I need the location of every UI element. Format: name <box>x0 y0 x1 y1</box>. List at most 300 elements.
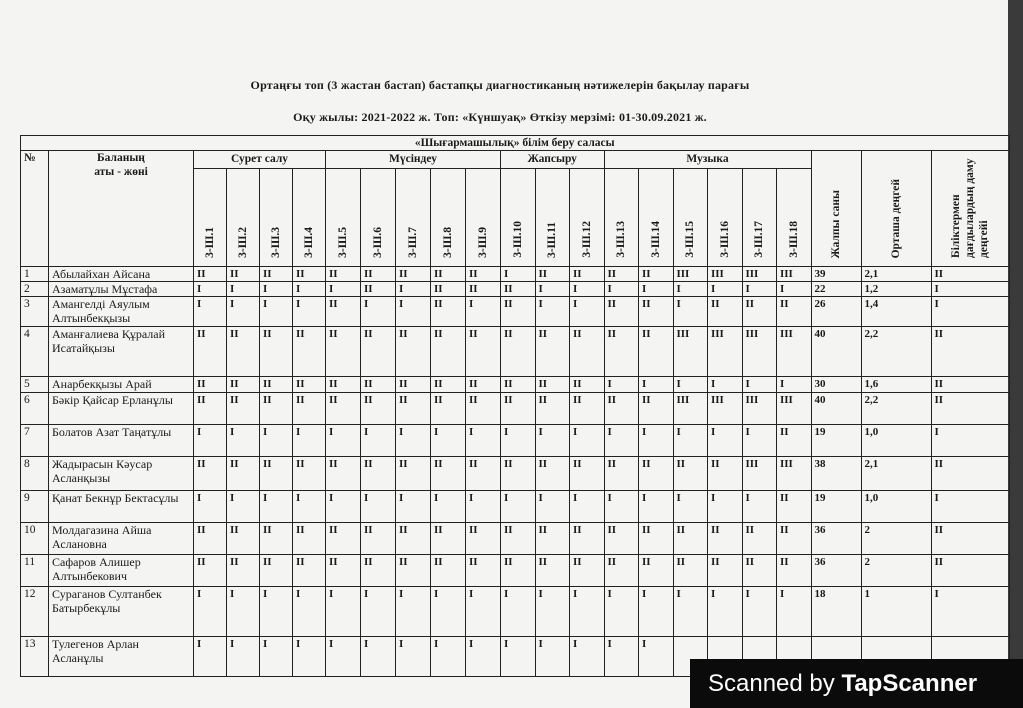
score-cell: I <box>639 587 674 637</box>
score-cell: II <box>361 555 396 587</box>
table-row <box>21 282 1010 297</box>
score-cell: II <box>293 267 326 282</box>
score-cell: II <box>396 267 431 282</box>
indicator-header <box>293 168 326 267</box>
score-cell: II <box>227 327 260 377</box>
score-cell: I <box>639 425 674 457</box>
indicator-header <box>396 168 431 267</box>
table-row <box>21 377 1010 393</box>
score-cell: I <box>708 425 743 457</box>
score-cell: I <box>396 637 431 677</box>
table-row <box>21 425 1010 457</box>
score-cell: II <box>570 377 605 393</box>
score-cell: II <box>293 457 326 491</box>
score-cell: II <box>260 523 293 555</box>
score-cell: II <box>326 327 361 377</box>
score-cell: I <box>293 425 326 457</box>
level-cell: I <box>931 491 1009 523</box>
row-number: 13 <box>21 637 49 677</box>
score-cell: II <box>326 393 361 425</box>
score-cell: II <box>708 523 743 555</box>
row-number: 1 <box>21 267 49 282</box>
group-header: Сурет салу <box>194 151 326 169</box>
row-number: 5 <box>21 377 49 393</box>
score-cell: I <box>604 637 639 677</box>
average-cell: 1,2 <box>861 282 931 297</box>
indicator-code: 3-Ш.6 <box>372 227 384 258</box>
indicator-code: 3-Ш.2 <box>237 227 249 258</box>
score-cell: I <box>708 587 743 637</box>
score-cell: II <box>293 523 326 555</box>
score-cell: II <box>260 267 293 282</box>
indicator-code: 3-Ш.14 <box>649 221 662 258</box>
child-name: Анарбекқызы Арай <box>49 377 194 393</box>
score-cell: III <box>708 393 743 425</box>
score-cell: II <box>639 393 674 425</box>
score-cell: I <box>604 491 639 523</box>
score-cell: III <box>777 457 812 491</box>
score-cell: I <box>227 637 260 677</box>
score-cell: II <box>361 327 396 377</box>
score-cell: II <box>194 523 227 555</box>
indicator-code: 3-Ш.16 <box>718 221 731 258</box>
indicator-code: 3-Ш.9 <box>477 227 489 258</box>
score-cell: I <box>570 282 605 297</box>
score-cell: I <box>227 491 260 523</box>
score-cell: I <box>194 297 227 327</box>
score-cell: I <box>361 297 396 327</box>
score-cell: I <box>777 282 812 297</box>
score-cell: I <box>570 587 605 637</box>
score-cell: II <box>501 393 536 425</box>
score-cell: III <box>708 327 743 377</box>
indicator-code: 3-Ш.18 <box>787 221 800 258</box>
score-cell: I <box>639 637 674 677</box>
score-cell: I <box>673 587 708 637</box>
score-cell: I <box>570 491 605 523</box>
child-name: Аманғалиева Құралай Исатайқызы <box>49 327 194 377</box>
score-cell: II <box>431 393 466 425</box>
indicator-header <box>227 168 260 267</box>
indicator-code: 3-Ш.17 <box>753 221 766 258</box>
watermark-prefix: Scanned by <box>708 670 842 697</box>
child-name: Азаматұлы Мұстафа <box>49 282 194 297</box>
score-cell: I <box>466 425 501 457</box>
table-row <box>21 327 1010 377</box>
score-cell: II <box>501 377 536 393</box>
indicator-header <box>777 168 812 267</box>
score-cell: I <box>673 425 708 457</box>
score-cell: II <box>396 523 431 555</box>
score-cell: II <box>535 267 570 282</box>
indicator-code: 3-Ш.10 <box>511 221 524 258</box>
score-cell: II <box>604 327 639 377</box>
score-cell: II <box>673 555 708 587</box>
results-table <box>20 135 1010 677</box>
score-cell: II <box>535 457 570 491</box>
score-cell: I <box>708 282 743 297</box>
score-cell: I <box>639 491 674 523</box>
child-name: Абылайхан Айсана <box>49 267 194 282</box>
indicator-header <box>604 168 639 267</box>
score-cell: I <box>431 587 466 637</box>
score-cell: II <box>639 267 674 282</box>
score-cell: I <box>194 491 227 523</box>
score-cell: I <box>742 282 777 297</box>
score-cell: I <box>535 637 570 677</box>
child-name: Сураганов Султанбек Батырбекұлы <box>49 587 194 637</box>
score-cell: I <box>326 425 361 457</box>
score-cell: II <box>639 457 674 491</box>
score-cell: II <box>535 327 570 377</box>
score-cell: II <box>466 282 501 297</box>
score-cell: II <box>227 393 260 425</box>
score-cell: I <box>260 297 293 327</box>
score-cell: I <box>777 587 812 637</box>
score-cell: I <box>535 282 570 297</box>
score-cell: II <box>708 297 743 327</box>
score-cell: I <box>293 491 326 523</box>
area-title: «Шығармашылық» білім беру саласы <box>21 136 1010 151</box>
row-number: 2 <box>21 282 49 297</box>
score-cell: II <box>604 267 639 282</box>
level-cell: I <box>931 425 1009 457</box>
level-cell: II <box>931 393 1009 425</box>
score-cell: II <box>501 555 536 587</box>
table-row <box>21 297 1010 327</box>
child-name: Тулегенов Арлан Асланұлы <box>49 637 194 677</box>
row-number: 7 <box>21 425 49 457</box>
score-cell: II <box>260 393 293 425</box>
level-cell: II <box>931 377 1009 393</box>
score-cell: II <box>260 327 293 377</box>
score-cell: II <box>293 393 326 425</box>
score-cell: II <box>227 523 260 555</box>
score-cell: II <box>396 327 431 377</box>
total-cell: 22 <box>811 282 861 297</box>
level-cell: II <box>931 327 1009 377</box>
average-cell: 2,1 <box>861 267 931 282</box>
score-cell: I <box>777 377 812 393</box>
score-cell: I <box>396 587 431 637</box>
total-cell: 19 <box>811 425 861 457</box>
average-cell: 2,2 <box>861 327 931 377</box>
score-cell: II <box>639 523 674 555</box>
score-cell: II <box>361 267 396 282</box>
indicator-header <box>466 168 501 267</box>
indicator-header <box>535 168 570 267</box>
score-cell: II <box>431 282 466 297</box>
score-cell: II <box>535 377 570 393</box>
col-header-number: № <box>21 151 49 267</box>
indicator-header <box>673 168 708 267</box>
group-header: Мүсіндеу <box>326 151 501 169</box>
score-cell: I <box>227 587 260 637</box>
score-cell: II <box>260 555 293 587</box>
score-cell: II <box>742 555 777 587</box>
indicator-code: 3-Ш.11 <box>546 222 559 258</box>
score-cell: II <box>194 327 227 377</box>
row-number: 10 <box>21 523 49 555</box>
indicator-header <box>708 168 743 267</box>
col-header-total <box>811 151 861 267</box>
score-cell: I <box>396 425 431 457</box>
indicator-code: 3-Ш.15 <box>684 221 697 258</box>
table-row <box>21 587 1010 637</box>
score-cell: II <box>326 267 361 282</box>
score-cell: II <box>501 523 536 555</box>
score-cell: I <box>673 282 708 297</box>
score-cell: III <box>742 267 777 282</box>
score-cell: I <box>194 587 227 637</box>
score-cell: III <box>742 327 777 377</box>
score-cell: I <box>431 637 466 677</box>
score-cell: I <box>673 491 708 523</box>
score-cell: II <box>361 393 396 425</box>
score-cell: II <box>570 555 605 587</box>
total-cell: 30 <box>811 377 861 393</box>
indicator-header <box>431 168 466 267</box>
score-cell: I <box>535 491 570 523</box>
score-cell: II <box>742 297 777 327</box>
score-cell: II <box>604 393 639 425</box>
score-cell: I <box>361 425 396 457</box>
row-number: 9 <box>21 491 49 523</box>
level-cell: II <box>931 523 1009 555</box>
row-number: 11 <box>21 555 49 587</box>
average-cell: 1,4 <box>861 297 931 327</box>
score-cell: II <box>708 457 743 491</box>
indicator-header <box>326 168 361 267</box>
score-cell: II <box>361 523 396 555</box>
indicator-header <box>361 168 396 267</box>
score-cell: I <box>396 282 431 297</box>
score-cell: II <box>466 377 501 393</box>
score-cell: II <box>501 327 536 377</box>
score-cell: II <box>227 457 260 491</box>
level-cell: II <box>931 555 1009 587</box>
total-cell: 18 <box>811 587 861 637</box>
score-cell: II <box>227 555 260 587</box>
score-cell: II <box>639 297 674 327</box>
indicator-header <box>501 168 536 267</box>
score-cell: II <box>431 377 466 393</box>
score-cell: II <box>466 327 501 377</box>
level-cell: II <box>931 267 1009 282</box>
score-cell: II <box>501 457 536 491</box>
score-cell: II <box>570 393 605 425</box>
total-cell: 40 <box>811 327 861 377</box>
score-cell: II <box>194 267 227 282</box>
row-number: 4 <box>21 327 49 377</box>
col-header-child-name: Баланың аты - жөні <box>49 151 194 267</box>
total-cell: 36 <box>811 555 861 587</box>
score-cell: I <box>260 491 293 523</box>
indicator-code: 3-Ш.13 <box>615 221 628 258</box>
score-cell: II <box>293 377 326 393</box>
score-cell: II <box>604 297 639 327</box>
score-cell: I <box>742 587 777 637</box>
score-cell: II <box>396 393 431 425</box>
score-cell: II <box>535 555 570 587</box>
score-cell: II <box>777 555 812 587</box>
score-cell: II <box>227 377 260 393</box>
score-cell: II <box>466 555 501 587</box>
score-cell: I <box>708 491 743 523</box>
score-cell: I <box>396 491 431 523</box>
score-cell: II <box>431 327 466 377</box>
score-cell: I <box>361 491 396 523</box>
score-cell: II <box>396 377 431 393</box>
score-cell: II <box>777 297 812 327</box>
score-cell: III <box>777 267 812 282</box>
indicator-header <box>260 168 293 267</box>
score-cell: II <box>431 523 466 555</box>
score-cell: I <box>570 637 605 677</box>
score-cell: I <box>227 425 260 457</box>
score-cell: I <box>570 297 605 327</box>
score-cell: II <box>777 491 812 523</box>
score-cell: I <box>326 587 361 637</box>
score-cell: I <box>604 377 639 393</box>
score-cell: II <box>466 457 501 491</box>
score-cell: II <box>673 457 708 491</box>
score-cell: II <box>777 523 812 555</box>
child-name: Бәкір Қайсар Ерланұлы <box>49 393 194 425</box>
score-cell: II <box>361 377 396 393</box>
score-cell: I <box>742 491 777 523</box>
child-name: Қанат Бекнұр Бектасұлы <box>49 491 194 523</box>
col-header-average <box>861 151 931 267</box>
total-cell: 40 <box>811 393 861 425</box>
indicator-header <box>194 168 227 267</box>
score-cell: II <box>604 523 639 555</box>
indicator-header <box>742 168 777 267</box>
score-cell: I <box>501 637 536 677</box>
col-header-skill-level <box>931 151 1009 267</box>
score-cell: III <box>777 393 812 425</box>
score-cell: I <box>260 587 293 637</box>
score-cell: I <box>361 637 396 677</box>
score-cell: II <box>570 327 605 377</box>
child-name: Жадырасын Кәусар Асланқызы <box>49 457 194 491</box>
document-title: Ортаңғы топ (3 жастан бастап) бастапқы диагностиканың нәтижелерін бақылау парағы <box>250 78 750 92</box>
score-cell: I <box>673 377 708 393</box>
score-cell: III <box>708 267 743 282</box>
score-cell: I <box>194 425 227 457</box>
score-cell: II <box>227 267 260 282</box>
score-cell: I <box>501 267 536 282</box>
score-cell: I <box>260 637 293 677</box>
table-row <box>21 457 1010 491</box>
score-cell: II <box>293 327 326 377</box>
score-cell: I <box>293 297 326 327</box>
score-cell: II <box>570 523 605 555</box>
score-cell: III <box>673 267 708 282</box>
score-cell: II <box>260 457 293 491</box>
average-cell: 2 <box>861 555 931 587</box>
score-cell: I <box>570 425 605 457</box>
score-cell: I <box>396 297 431 327</box>
score-cell: I <box>293 587 326 637</box>
row-number: 8 <box>21 457 49 491</box>
child-name: Амангелді Аяулым Алтынбекқызы <box>49 297 194 327</box>
score-cell: II <box>535 393 570 425</box>
score-cell: II <box>194 457 227 491</box>
score-cell: I <box>742 377 777 393</box>
score-cell: II <box>326 523 361 555</box>
level-cell: I <box>931 587 1009 637</box>
score-cell: I <box>604 587 639 637</box>
score-cell: I <box>604 282 639 297</box>
score-cell: I <box>293 637 326 677</box>
indicator-header <box>570 168 605 267</box>
score-cell: II <box>431 297 466 327</box>
table-row <box>21 555 1010 587</box>
score-cell: II <box>361 282 396 297</box>
document-subtitle: Оқу жылы: 2021-2022 ж. Топ: «Күншуақ» Өткізу мерзімі: 01-30.09.2021 ж. <box>293 110 707 124</box>
score-cell: II <box>431 267 466 282</box>
total-cell: 39 <box>811 267 861 282</box>
score-cell: I <box>466 637 501 677</box>
score-cell: I <box>466 297 501 327</box>
score-cell: I <box>431 425 466 457</box>
score-cell: II <box>673 523 708 555</box>
score-cell: I <box>466 587 501 637</box>
average-cell: 1,6 <box>861 377 931 393</box>
table-row <box>21 523 1010 555</box>
score-cell: III <box>673 327 708 377</box>
row-number: 3 <box>21 297 49 327</box>
average-cell: 1,0 <box>861 425 931 457</box>
score-cell: I <box>466 491 501 523</box>
score-cell: I <box>361 587 396 637</box>
total-cell: 19 <box>811 491 861 523</box>
indicator-code: 3-Ш.5 <box>337 227 349 258</box>
score-cell: I <box>431 491 466 523</box>
score-cell: II <box>466 267 501 282</box>
indicator-code: 3-Ш.3 <box>270 227 282 258</box>
score-cell: III <box>742 393 777 425</box>
child-name: Болатов Азат Таңатұлы <box>49 425 194 457</box>
score-cell: I <box>535 297 570 327</box>
score-cell: II <box>501 282 536 297</box>
row-number: 6 <box>21 393 49 425</box>
child-name: Сафаров Алишер Алтынбекович <box>49 555 194 587</box>
average-cell: 2 <box>861 523 931 555</box>
score-cell: II <box>396 555 431 587</box>
score-cell: I <box>227 297 260 327</box>
score-cell: I <box>501 587 536 637</box>
score-cell: II <box>570 457 605 491</box>
score-cell: II <box>535 523 570 555</box>
score-cell: II <box>326 377 361 393</box>
score-cell: II <box>326 457 361 491</box>
level-cell: I <box>931 282 1009 297</box>
score-cell: I <box>742 425 777 457</box>
table-row <box>21 491 1010 523</box>
total-cell: 38 <box>811 457 861 491</box>
score-cell: II <box>194 555 227 587</box>
indicator-header <box>639 168 674 267</box>
group-header: Жапсыру <box>501 151 605 169</box>
score-cell: I <box>293 282 326 297</box>
score-cell: I <box>501 491 536 523</box>
score-cell: I <box>639 377 674 393</box>
score-cell: II <box>326 555 361 587</box>
col-header-label: Біліктермен дағдылардың даму деңгейі <box>950 158 991 258</box>
average-cell: 1 <box>861 587 931 637</box>
